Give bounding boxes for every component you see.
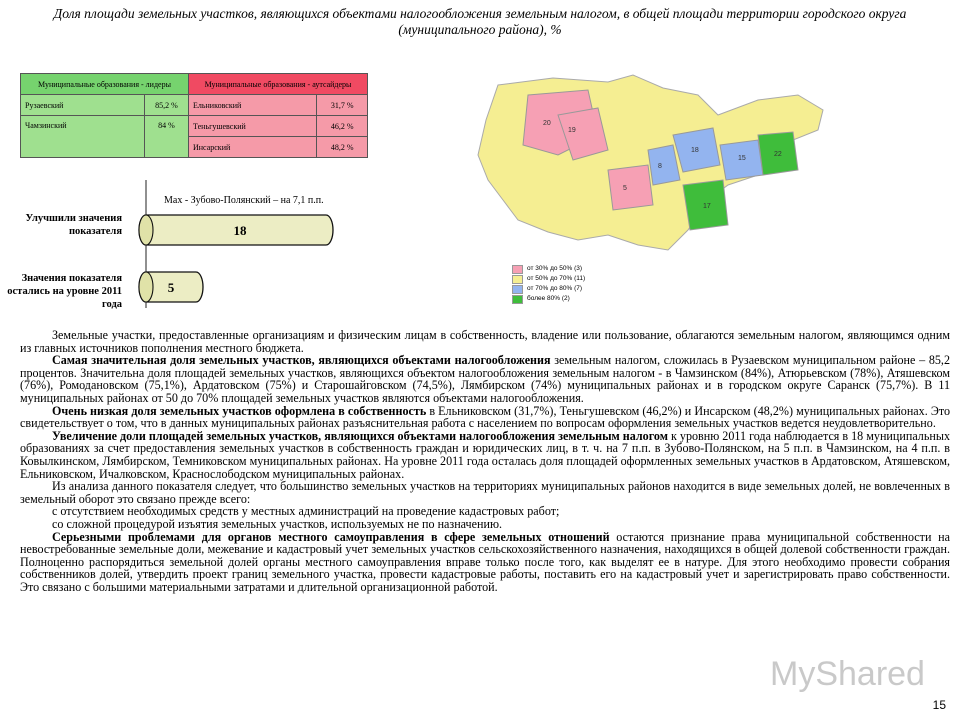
page-title: Доля площади земельных участков, являющихся объектами налогообложения земельным налогом, в общей площади территории городского округа (муниципального района), % <box>53 6 907 37</box>
leader-name: Чамзинский <box>21 116 145 158</box>
bar-cap-2 <box>139 272 153 302</box>
table-row <box>21 95 368 116</box>
table-row <box>21 116 368 137</box>
outsiders-header: Муниципальные образования - аутсайдеры <box>189 74 368 95</box>
outsider-name: Ельниковский <box>189 95 317 116</box>
region-map <box>458 60 888 260</box>
legend-label: от 70% до 80% (7) <box>527 285 583 292</box>
outsider-value: 48,2 % <box>317 137 368 158</box>
paragraph: Самая значительная доля земельных участков, являющихся объектами налогообложения земельным налогом, сложилась в Рузаевском муниципальном районе – 85,2 процентов. Значительна доля площадей земельных участков, являющихся объектом налогообложения земельным налогом - в Чамзинском (84%), Атюрьевском (78%), Атяшевском (76%), Ромодановском (75,1%), Ардатовском (75%) и Старошайговском (74,5%), Лямбирском (74%) муниципальных районах и в городском округе Саранск (75,7%). В 11 муниципальных районах от 50 до 70% площадей земельных участков являются объектами налогообложения. <box>20 353 950 405</box>
map-label: 15 <box>738 155 746 162</box>
map-legend <box>512 264 585 304</box>
page-number: 15 <box>932 698 946 712</box>
bar-value-label: 18 <box>233 223 247 238</box>
category-label-improved: Улучшили значения показателя <box>25 213 122 237</box>
legend-label: от 50% до 70% (11) <box>527 275 586 282</box>
paragraph: Очень низкая доля земельных участков оформлена в собственность в Ельниковском (31,7%), Теньгушевском (46,2%) и Инсарском (48,2%) муниципальных районах. Это свидетельствует о том, что в данных муниципальных районах разъяснительная работа с населением по вопросам оформления земельных участков ведется неудовлетворительно. <box>20 403 950 431</box>
body-text <box>20 329 950 593</box>
chart-annotation: Max - Зубово-Полянский – на 7,1 п.п. <box>164 195 324 206</box>
paragraph: Из анализа данного показателя следует, что большинство земельных участков на территориях муниципальных районов находится в виде земельных долей, не вовлеченных в земельный оборот это связано прежде всего: <box>20 479 950 506</box>
map-region-5 <box>608 165 653 210</box>
map-label: 5 <box>623 185 627 192</box>
bar-value-label: 5 <box>167 280 175 295</box>
map-label: 8 <box>658 163 662 170</box>
leader-value: 85,2 % <box>145 95 189 116</box>
legend-label: от 30% до 50% (3) <box>527 265 583 272</box>
indicator-bar-chart <box>126 180 356 310</box>
watermark: MyShared <box>770 655 925 693</box>
paragraph: Земельные участки, предоставленные организациям и физическим лицам в собственность, владение или пользование, облагаются земельным налогом, являющимся одним из главных источников пополнения местного бюджета. <box>20 328 950 355</box>
leader-name: Рузаевский <box>21 95 145 116</box>
leaders-header: Муниципальные образования - лидеры <box>21 74 189 95</box>
outsider-value: 31,7 % <box>317 95 368 116</box>
map-label: 19 <box>568 127 576 134</box>
legend-swatch <box>512 265 523 274</box>
bar-cap-1 <box>139 215 153 245</box>
category-label-unchanged: Значения показателя остались на уровне 2011 года <box>7 273 122 310</box>
outsider-name: Инсарский <box>189 137 317 158</box>
paragraph: Увеличение доли площадей земельных участков, являющихся объектами налогообложения земельным налогом к уровню 2011 года наблюдается в 18 муниципальных образованиях за счет предоставления земельных участков в собственность граждан и юридических лиц, в т. ч. на 7 п.п. в Зубово-Полянском, на 5 п.п. в Чамзинском, на 4 п.п. в Ковылкинском, Лямбирском, Темниковском муниципальных районах. На уровне 2011 года осталась доля площадей оформленных земельных участков в Ардатовском, Атяшевском, Ельниковском, Ичалковском, Краснослободском муниципальных районах. <box>20 428 950 481</box>
legend-item <box>512 284 585 294</box>
legend-item <box>512 274 585 284</box>
leader-value: 84 % <box>145 116 189 158</box>
paragraph: со сложной процедурой изъятия земельных участков, используемых не по назначению. <box>52 516 503 531</box>
paragraph: с отсутствием необходимых средств у местных администраций на проведение кадастровых работ; <box>52 504 560 519</box>
paragraph: Серьезными проблемами для органов местного самоуправления в сфере земельных отношений остаются признание права муниципальной собственности на невостребованные земельные доли, межевание и кадастровый учет земельных участков сельскохозяйственного назначения, находящихся в общей долевой собственности граждан. Полноценно распорядиться земельной долей органы местного самоуправления вправе только после того, как выделят ее в натуре. Для этого необходимо провести собрания собственников долей, утвердить проект границ земельного участка, провести кадастровые работы, поставить его на кадастровый учет и зарегистрировать право собственности. Это связано с большими материальными затратами и длительной организационной работой. <box>20 529 951 594</box>
legend-swatch <box>512 285 523 294</box>
legend-item <box>512 264 585 274</box>
map-label: 17 <box>703 203 711 210</box>
legend-item <box>512 294 585 304</box>
map-label: 20 <box>543 120 551 127</box>
legend-swatch <box>512 295 523 304</box>
leaders-outsiders-table <box>20 73 368 158</box>
chart-bars <box>139 215 333 302</box>
legend-swatch <box>512 275 523 284</box>
outsider-value: 46,2 % <box>317 116 368 137</box>
outsider-name: Теньгушевский <box>189 116 317 137</box>
legend-label: более 80% (2) <box>527 295 570 302</box>
map-label: 22 <box>774 151 782 158</box>
map-label: 18 <box>691 147 699 154</box>
